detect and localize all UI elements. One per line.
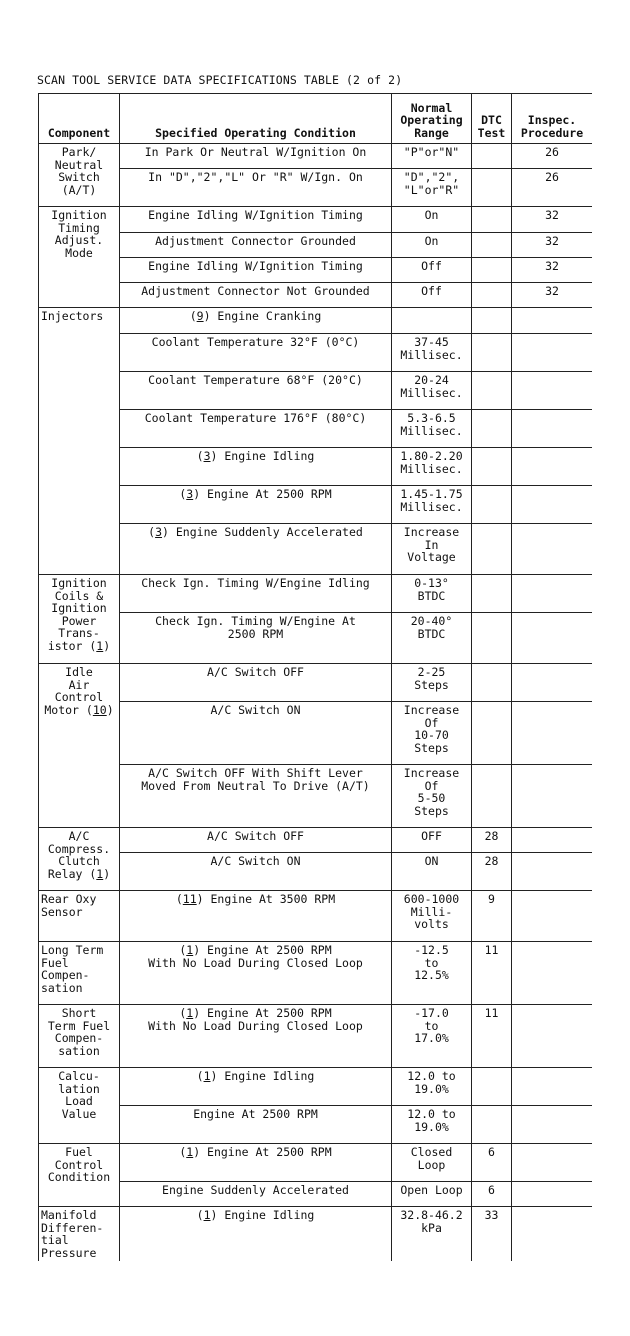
note-reference: 3 <box>155 525 163 539</box>
cell-condition <box>120 308 392 334</box>
table-row <box>39 828 593 853</box>
table-row <box>39 144 593 169</box>
cell-condition <box>120 765 392 828</box>
table-row <box>39 613 593 664</box>
cell-component <box>39 1207 120 1262</box>
condition-text: Coolant Temperature 68°F (20°C) <box>148 373 363 387</box>
cell-range <box>392 308 472 334</box>
cell-condition <box>120 1182 392 1207</box>
condition-text: Coolant Temperature 176°F (80°C) <box>144 411 367 425</box>
cell-range: 37-45 Millisec. <box>392 334 472 372</box>
condition-text: ) Engine At 2500 RPM <box>193 1145 332 1159</box>
cell-dtc <box>472 613 512 664</box>
cell-range: Off <box>392 283 472 308</box>
condition-text: A/C Switch OFF <box>207 829 304 843</box>
table-row <box>39 1144 593 1182</box>
cell-range: ON <box>392 853 472 891</box>
cell-condition <box>120 144 392 169</box>
cell-dtc: 28 <box>472 828 512 853</box>
cell-range: Increase In Voltage <box>392 524 472 575</box>
cell-procedure <box>512 308 593 334</box>
table-row <box>39 448 593 486</box>
cell-condition <box>120 258 392 283</box>
cell-dtc <box>472 258 512 283</box>
cell-range: -17.0 to 17.0% <box>392 1005 472 1068</box>
cell-procedure <box>512 1144 593 1182</box>
header-condition: Specified Operating Condition <box>120 94 392 144</box>
cell-dtc: 6 <box>472 1182 512 1207</box>
cell-range: 20-40° BTDC <box>392 613 472 664</box>
note-reference: 1 <box>203 1069 211 1083</box>
cell-condition <box>120 486 392 524</box>
cell-procedure <box>512 942 593 1005</box>
cell-procedure <box>512 575 593 613</box>
header-procedure: Inspec. Procedure <box>512 94 593 144</box>
cell-dtc: 6 <box>472 1144 512 1182</box>
cell-dtc <box>472 169 512 207</box>
table-row <box>39 233 593 258</box>
condition-text: ) Engine Suddenly Accelerated <box>162 525 363 539</box>
condition-text: A/C Switch OFF <box>207 665 304 679</box>
cell-procedure <box>512 448 593 486</box>
cell-condition <box>120 169 392 207</box>
cell-dtc <box>472 144 512 169</box>
table-row <box>39 283 593 308</box>
spec-table-body <box>39 144 593 1262</box>
table-row <box>39 207 593 233</box>
component-label: Idle Air Control Motor <box>44 665 104 717</box>
note-open-paren: ( <box>196 1208 204 1222</box>
cell-dtc: 11 <box>472 1005 512 1068</box>
cell-condition <box>120 1207 392 1262</box>
cell-dtc <box>472 765 512 828</box>
cell-condition <box>120 853 392 891</box>
cell-dtc <box>472 524 512 575</box>
table-row <box>39 1182 593 1207</box>
note-reference: 10 <box>92 702 107 717</box>
note-reference: 1 <box>186 1145 194 1159</box>
cell-dtc <box>472 308 512 334</box>
cell-component: Idle Air Control Motor (10) <box>39 664 120 828</box>
table-row <box>39 664 593 702</box>
cell-range: 1.45-1.75 Millisec. <box>392 486 472 524</box>
note-reference: 1 <box>203 1208 211 1222</box>
component-label: Short Term Fuel Compen- sation <box>47 1006 111 1058</box>
cell-procedure <box>512 372 593 410</box>
cell-procedure <box>512 1182 593 1207</box>
header-component: Component <box>39 94 120 144</box>
cell-dtc <box>472 207 512 233</box>
condition-text: ) Engine At 3500 RPM <box>196 892 336 906</box>
condition-text: Check Ign. Timing W/Engine At 2500 RPM <box>155 614 356 641</box>
cell-range: 1.80-2.20 Millisec. <box>392 448 472 486</box>
cell-range: Open Loop <box>392 1182 472 1207</box>
table-row <box>39 169 593 207</box>
condition-text: Adjustment Connector Not Grounded <box>141 284 370 298</box>
cell-procedure <box>512 1207 593 1262</box>
cell-condition <box>120 613 392 664</box>
cell-component <box>39 308 120 575</box>
cell-dtc <box>472 233 512 258</box>
cell-range: Increase Of 5-50 Steps <box>392 765 472 828</box>
cell-range: 5.3-6.5 Millisec. <box>392 410 472 448</box>
cell-component <box>39 942 120 1005</box>
cell-dtc <box>472 410 512 448</box>
cell-range: OFF <box>392 828 472 853</box>
cell-dtc <box>472 575 512 613</box>
cell-procedure <box>512 853 593 891</box>
cell-condition <box>120 702 392 765</box>
note-reference: 1 <box>96 866 104 881</box>
cell-dtc: 11 <box>472 942 512 1005</box>
cell-procedure <box>512 524 593 575</box>
cell-procedure: 26 <box>512 169 593 207</box>
component-label: Calcu- lation Load Value <box>58 1069 100 1121</box>
cell-component <box>39 1068 120 1144</box>
table-row <box>39 1005 593 1068</box>
cell-dtc: 28 <box>472 853 512 891</box>
condition-text: ) Engine At 2500 RPM <box>193 487 332 501</box>
note-reference: 1 <box>186 943 194 957</box>
cell-range: 600-1000 Milli- volts <box>392 891 472 942</box>
cell-component <box>39 891 120 942</box>
component-label: Long Term Fuel Compen- sation <box>41 943 104 995</box>
cell-component <box>39 144 120 207</box>
component-label: Fuel Control Condition <box>47 1145 111 1184</box>
table-row <box>39 1068 593 1106</box>
cell-dtc <box>472 334 512 372</box>
note-open-paren: ( <box>179 487 187 501</box>
cell-dtc <box>472 448 512 486</box>
table-row <box>39 372 593 410</box>
component-label: Ignition Timing Adjust. Mode <box>51 208 107 260</box>
cell-procedure: 26 <box>512 144 593 169</box>
cell-component <box>39 1005 120 1068</box>
note-open-paren: ( <box>189 309 197 323</box>
component-label: A/C Compress. Clutch Relay <box>47 829 111 881</box>
table-row <box>39 486 593 524</box>
note-open-paren: ( <box>179 1145 187 1159</box>
condition-text: ) Engine At 2500 RPM With No Load During Closed Loop <box>148 943 363 970</box>
cell-range: On <box>392 233 472 258</box>
component-label: Manifold Differen- tial Pressure <box>41 1208 104 1260</box>
table-row <box>39 410 593 448</box>
table-row <box>39 853 593 891</box>
condition-text: ) Engine Idling <box>210 1208 315 1222</box>
note-open-paren: ( <box>196 449 204 463</box>
cell-dtc: 33 <box>472 1207 512 1262</box>
cell-procedure <box>512 486 593 524</box>
spec-table-container <box>38 93 592 1261</box>
condition-text: Check Ign. Timing W/Engine Idling <box>141 576 370 590</box>
condition-text: Coolant Temperature 32°F (0°C) <box>151 335 360 349</box>
cell-procedure <box>512 891 593 942</box>
cell-procedure <box>512 1068 593 1106</box>
condition-text: In "D","2","L" Or "R" W/Ign. On <box>148 170 363 184</box>
cell-condition <box>120 334 392 372</box>
cell-procedure <box>512 613 593 664</box>
cell-component <box>39 1144 120 1207</box>
cell-range: On <box>392 207 472 233</box>
cell-procedure: 32 <box>512 233 593 258</box>
cell-procedure <box>512 410 593 448</box>
table-header-row <box>39 94 593 144</box>
cell-range: 0-13° BTDC <box>392 575 472 613</box>
note-open-paren: ( <box>196 1069 204 1083</box>
cell-procedure <box>512 702 593 765</box>
condition-text: Adjustment Connector Grounded <box>155 234 356 248</box>
condition-text: Engine Suddenly Accelerated <box>162 1183 349 1197</box>
header-dtc: DTC Test <box>472 94 512 144</box>
cell-condition <box>120 828 392 853</box>
cell-condition <box>120 664 392 702</box>
cell-range: 12.0 to 19.0% <box>392 1068 472 1106</box>
cell-condition <box>120 1106 392 1144</box>
condition-text: Engine Idling W/Ignition Timing <box>148 259 363 273</box>
table-row <box>39 942 593 1005</box>
page-title: SCAN TOOL SERVICE DATA SPECIFICATIONS TABLE (2 of 2) <box>37 73 403 87</box>
header-range: Normal Operating Range <box>392 94 472 144</box>
component-label: Rear Oxy Sensor <box>41 892 97 919</box>
table-row <box>39 308 593 334</box>
condition-text: ) Engine Cranking <box>203 309 322 323</box>
cell-condition <box>120 410 392 448</box>
component-label: Park/ Neutral Switch (A/T) <box>54 145 104 197</box>
condition-text: Engine Idling W/Ignition Timing <box>148 208 363 222</box>
component-label: Ignition Coils & Ignition Power Trans- istor <box>47 576 107 653</box>
note-open-paren: ( <box>179 943 187 957</box>
table-row <box>39 702 593 765</box>
cell-range: 12.0 to 19.0% <box>392 1106 472 1144</box>
cell-range: -12.5 to 12.5% <box>392 942 472 1005</box>
note-reference: 1 <box>186 1006 194 1020</box>
cell-dtc <box>472 664 512 702</box>
table-row <box>39 575 593 613</box>
cell-dtc <box>472 372 512 410</box>
table-row <box>39 891 593 942</box>
cell-procedure <box>512 334 593 372</box>
condition-text: A/C Switch ON <box>210 854 301 868</box>
cell-procedure <box>512 765 593 828</box>
cell-component <box>39 207 120 308</box>
table-row <box>39 524 593 575</box>
table-row <box>39 765 593 828</box>
condition-text: A/C Switch OFF With Shift Lever Moved From Neutral To Drive (A/T) <box>141 766 370 793</box>
cell-condition <box>120 448 392 486</box>
cell-dtc: 9 <box>472 891 512 942</box>
cell-condition <box>120 372 392 410</box>
cell-condition <box>120 575 392 613</box>
note-reference: 3 <box>186 487 194 501</box>
cell-range: "D","2", "L"or"R" <box>392 169 472 207</box>
cell-range: "P"or"N" <box>392 144 472 169</box>
table-row <box>39 1207 593 1262</box>
cell-range: 32.8-46.2 kPa <box>392 1207 472 1262</box>
note-reference: 11 <box>182 892 197 906</box>
note-reference: 3 <box>203 449 211 463</box>
note-reference: 9 <box>196 309 204 323</box>
condition-text: A/C Switch ON <box>210 703 301 717</box>
cell-condition <box>120 891 392 942</box>
cell-dtc <box>472 283 512 308</box>
note-open-paren: ( <box>179 1006 187 1020</box>
note-open-paren: ( <box>175 892 183 906</box>
condition-text: In Park Or Neutral W/Ignition On <box>144 145 367 159</box>
cell-procedure <box>512 828 593 853</box>
cell-range: 20-24 Millisec. <box>392 372 472 410</box>
cell-procedure: 32 <box>512 283 593 308</box>
cell-procedure: 32 <box>512 207 593 233</box>
cell-procedure <box>512 1005 593 1068</box>
condition-text: ) Engine Idling <box>210 449 315 463</box>
cell-condition <box>120 524 392 575</box>
cell-condition <box>120 283 392 308</box>
cell-procedure <box>512 664 593 702</box>
cell-procedure: 32 <box>512 258 593 283</box>
cell-condition <box>120 1144 392 1182</box>
cell-range: Closed Loop <box>392 1144 472 1182</box>
note-open-paren: ( <box>148 525 156 539</box>
cell-dtc <box>472 486 512 524</box>
condition-text: ) Engine At 2500 RPM With No Load During Closed Loop <box>148 1006 363 1033</box>
cell-condition <box>120 1005 392 1068</box>
component-label: Injectors <box>41 309 104 323</box>
cell-condition <box>120 942 392 1005</box>
spec-table <box>38 93 592 1261</box>
cell-condition <box>120 233 392 258</box>
table-row <box>39 258 593 283</box>
cell-condition <box>120 207 392 233</box>
cell-procedure <box>512 1106 593 1144</box>
cell-component: Ignition Coils & Ignition Power Trans- istor (1) <box>39 575 120 664</box>
cell-range: Off <box>392 258 472 283</box>
cell-component: A/C Compress. Clutch Relay (1) <box>39 828 120 891</box>
condition-text: ) Engine Idling <box>210 1069 315 1083</box>
cell-range: Increase Of 10-70 Steps <box>392 702 472 765</box>
cell-dtc <box>472 702 512 765</box>
note-reference: 1 <box>96 638 104 653</box>
condition-text: Engine At 2500 RPM <box>193 1107 318 1121</box>
cell-dtc <box>472 1106 512 1144</box>
cell-condition <box>120 1068 392 1106</box>
cell-range: 2-25 Steps <box>392 664 472 702</box>
table-row <box>39 334 593 372</box>
cell-dtc <box>472 1068 512 1106</box>
table-row <box>39 1106 593 1144</box>
